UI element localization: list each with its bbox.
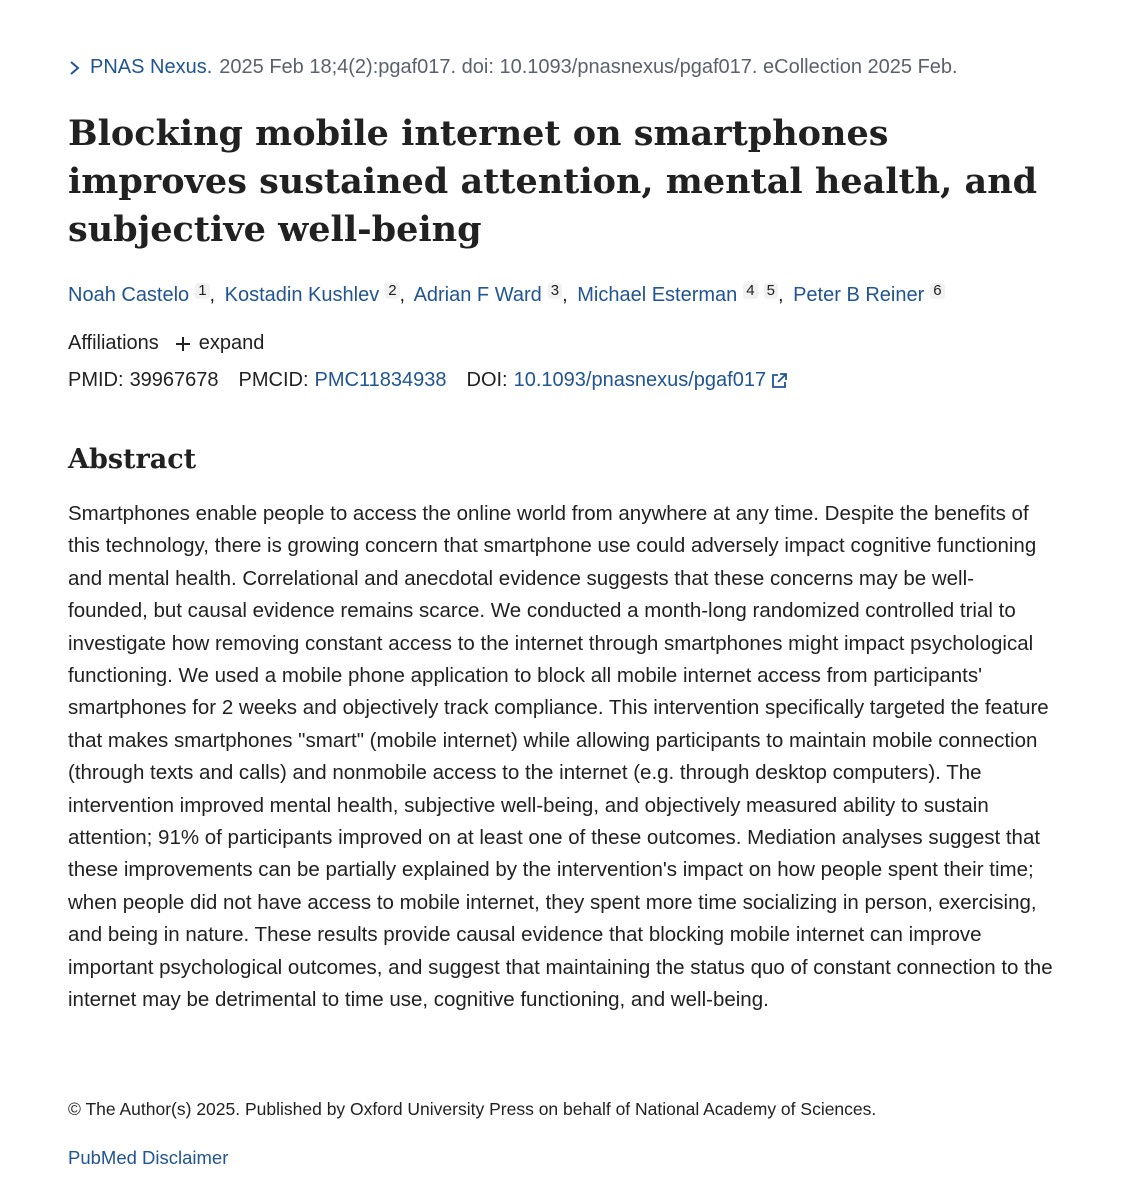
author-link[interactable]: Adrian F Ward: [413, 284, 542, 306]
pmcid-link[interactable]: PMC11834938: [314, 369, 447, 391]
author-separator: ,: [777, 284, 784, 306]
copyright-notice: © The Author(s) 2025. Published by Oxford University Press on behalf of National Academy of Sciences.: [68, 1099, 877, 1119]
affiliation-number[interactable]: 2: [385, 283, 399, 299]
plus-icon: [175, 336, 191, 352]
pmid-label: PMID:: [68, 369, 124, 391]
affiliations-label: Affiliations: [68, 332, 159, 354]
identifiers-row: [68, 369, 788, 392]
affiliation-number[interactable]: 1: [195, 283, 209, 299]
pmcid-label: PMCID:: [238, 369, 309, 391]
affiliation-number[interactable]: 5: [764, 283, 778, 299]
affiliations-row: [68, 332, 264, 355]
author-separator: ,: [209, 284, 216, 306]
author-separator: ,: [399, 284, 406, 306]
abstract-text: Smartphones enable people to access the online world from anywhere at any time. Despite the benefits of this technology, there is growing concern that smartphone use could adversely impact cognitive functioning and mental health. Correlational and anecdotal evidence suggests that these concerns may be well-founded, but causal evidence remains scarce. We conducted a month-long randomized controlled trial to investigate how removing constant access to the internet through smartphones might impact psychological functioning. We used a mobile phone application to block all mobile internet access from participants' smartphones for 2 weeks and objectively track compliance. This intervention specifically targeted the feature that makes smartphones "smart" (mobile internet) while allowing participants to maintain mobile connection (through texts and calls) and nonmobile access to the internet (e.g. through desktop computers). The intervention improved mental health, subjective well-being, and objectively measured ability to sustain attention; 91% of participants improved on at least one of these outcomes. Mediation analyses suggest that these improvements can be partially explained by the intervention's impact on how people spent their time; when people did not have access to mobile internet, they spent more time socializing in person, exercising, and being in nature. These results provide causal evidence that blocking mobile internet can improve important psychological outcomes, and suggest that maintaining the status quo of constant connection to the internet may be detrimental to time use, cognitive functioning, and well-being.: [68, 502, 1053, 1012]
pmid-value: 39967678: [129, 369, 219, 391]
author-link[interactable]: Michael Esterman: [577, 284, 738, 306]
expand-affiliations-button[interactable]: [175, 332, 265, 355]
citation-line: [68, 56, 958, 79]
affiliation-number[interactable]: 6: [930, 283, 944, 299]
author-link[interactable]: Peter B Reiner: [793, 284, 925, 306]
expand-label: expand: [198, 332, 265, 354]
affiliation-number[interactable]: 3: [548, 283, 562, 299]
author-link[interactable]: Kostadin Kushlev: [224, 284, 380, 306]
author-separator: ,: [562, 284, 568, 306]
external-link-icon: [770, 372, 788, 390]
pubmed-disclaimer-link[interactable]: PubMed Disclaimer: [68, 1147, 229, 1168]
doi-value: 10.1093/pnasnexus/pgaf017: [513, 369, 767, 391]
doi-label: DOI:: [466, 369, 508, 391]
author-list: [68, 283, 945, 307]
article-title: Blocking mobile internet on smartphones improves sustained attention, mental health, and subjective well-being: [68, 113, 1038, 250]
doi-link[interactable]: [514, 369, 788, 392]
abstract-heading: Abstract: [68, 444, 197, 475]
journal-link[interactable]: PNAS Nexus.: [90, 56, 213, 78]
chevron-right-icon: [68, 60, 82, 76]
citation-details: 2025 Feb 18;4(2):pgaf017. doi: 10.1093/pnasnexus/pgaf017. eCollection 2025 Feb.: [219, 56, 958, 78]
author-link[interactable]: Noah Castelo: [68, 284, 190, 306]
affiliation-number[interactable]: 4: [743, 283, 757, 299]
